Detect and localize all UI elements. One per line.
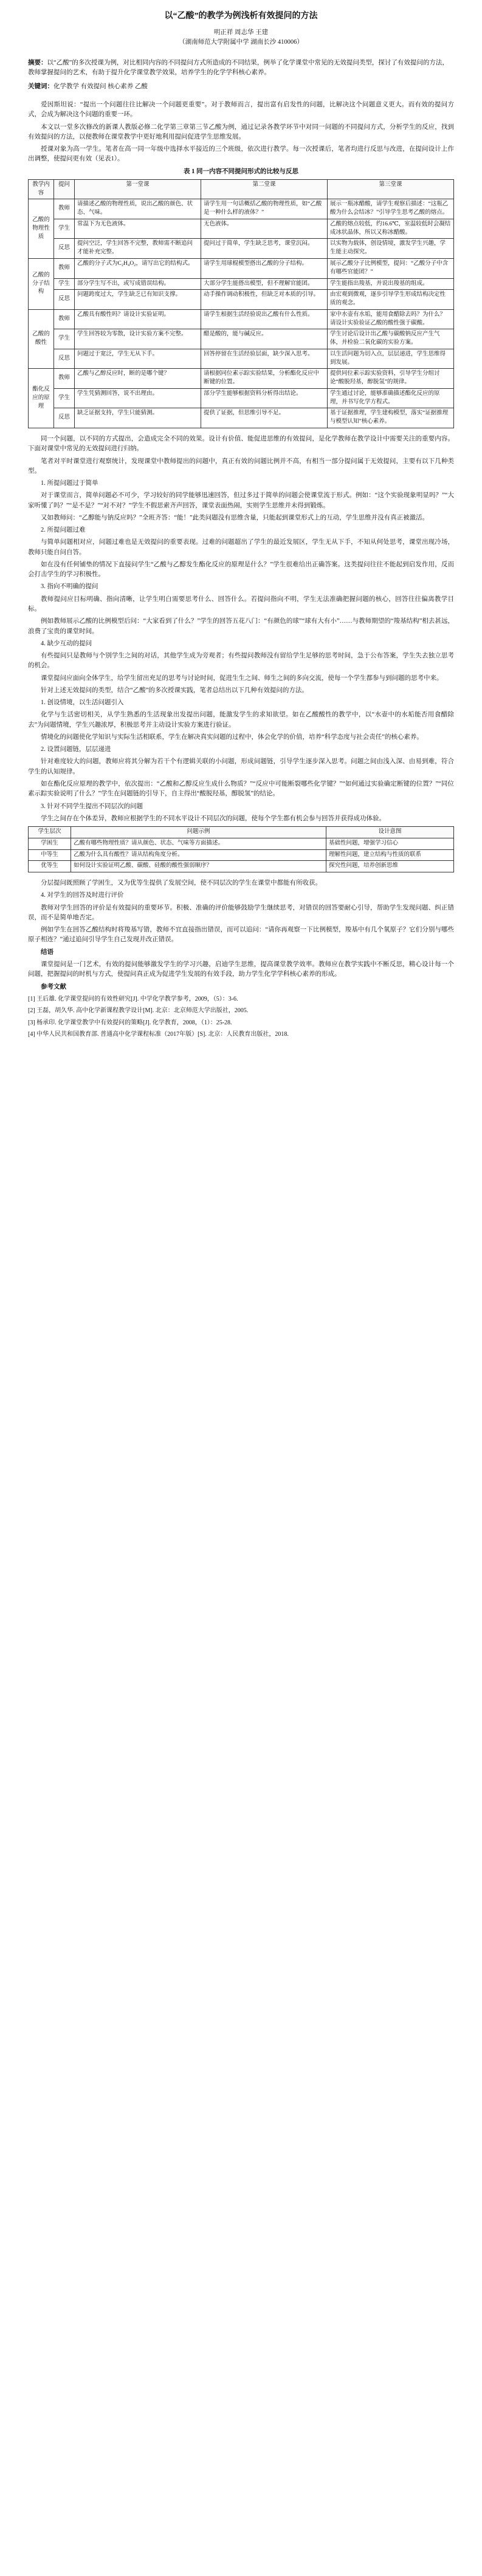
method-paragraph: 如在酯化反应原理的教学中，依次提出：“乙酸和乙醇反应生成什么物质？”“反应中可能断裂哪些化学键？”“如何通过实验确定断键的位置？”“同位素示踪实验说明了什么？”学生在问题链的引导下，自主得出“酸脱羟基，醇脱氢”的结论。	[28, 780, 454, 798]
analysis-paragraph: 同一个问题，以不同的方式提出，会造成完全不同的效果。设计有价值、能促进思维的有效提问，是化学教师在教学设计中需要关注的重要内容。下面对课堂中常见的无效提问进行归纳。	[28, 436, 454, 453]
method-heading: 1. 创设情境，以生活问题引入	[41, 699, 124, 707]
invalid-type-paragraph: 教师提问应目标明确、指向清晰，让学生明白需要思考什么、回答什么。若提问指向不明，学生无法准确把握问题的核心，回答往往偏离教学目标。	[28, 595, 454, 612]
table-row	[29, 278, 454, 290]
paper-affiliation: （湖南师范大学附属中学 湖南长沙 410006）	[179, 38, 303, 46]
paper-title: 以“乙酸”的教学为例浅析有效提问的方法	[164, 12, 318, 21]
invalid-type-paragraph: 课堂提问应面向全体学生，给学生留出充足的思考与讨论时间，促进生生之间、师生之间的多向交流，使每一个学生都参与到问题的思考中来。	[41, 674, 443, 682]
table-row	[29, 349, 454, 369]
table-cell: 乙酸为什么具有酸性？请从结构角度分析。	[71, 849, 326, 861]
table-role-cell: 学生	[54, 219, 75, 239]
table-role-cell: 反思	[54, 239, 75, 259]
table-cell: 乙酸的分子式为C₂H₄O₂，请写出它的结构式。	[75, 259, 201, 279]
table-cell: 中等生	[29, 849, 71, 861]
keywords	[28, 82, 454, 92]
table-role-cell: 学生	[54, 278, 75, 290]
table-role-cell: 反思	[54, 408, 75, 428]
table-cell: 展示乙酸分子比例模型，提问：“乙酸分子中含有哪些官能团？”	[328, 259, 454, 279]
table-row	[29, 861, 454, 872]
table-row	[29, 849, 454, 861]
table-cell: 以生活问题为切入点，层层递进，学生思维得到发展。	[328, 349, 454, 369]
table-cell: 请学生用一句话概括乙酸的物理性质，如“乙酸是一种什么样的液体？”	[201, 199, 328, 219]
table-topic-cell: 乙酸的分子结构	[29, 259, 54, 310]
table-cell: 乙酸具有酸性吗？请设计实验证明。	[75, 309, 201, 329]
table-cell: 常温下为无色液体。	[75, 219, 201, 239]
table2-header-cell: 问题示例	[71, 827, 326, 838]
analysis-paragraph: 笔者对平时课堂进行观察统计，发现课堂中教师提出的问题中，真正有效的问题比例并不高，有相当一部分提问属于无效提问，主要有以下几种类型。	[28, 457, 454, 474]
evaluation-section	[28, 903, 454, 945]
reference-item: [2] 王磊，胡久华. 高中化学新课程教学设计[M]. 北京：北京师范大学出版社，2005.	[28, 1007, 249, 1015]
table2-body	[29, 838, 454, 872]
table-cell: 家中水壶有水垢，能用食醋除去吗？为什么？请设计实验验证乙酸的酸性强于碳酸。	[328, 309, 454, 329]
table-role-cell: 教师	[54, 199, 75, 219]
table-cell: 动手操作调动积极性，但缺乏对本质的引导。	[201, 290, 328, 310]
table-row	[29, 219, 454, 239]
table-role-cell: 教师	[54, 309, 75, 329]
conclusion-section	[28, 960, 454, 980]
table-role-cell: 反思	[54, 290, 75, 310]
method-paragraph: 化学与生活密切相关，从学生熟悉的生活现象出发提出问题，能激发学生的求知欲望。如在乙酸酸性的教学中，以“水壶中的水垢能否用食醋除去”为问题情境，学生兴趣浓厚，积极思考并主动设计实验方案进行验证。	[28, 711, 454, 728]
table1-title: 表 1 同一内容不同提问形式的比较与反思	[184, 168, 298, 175]
table-role-cell: 教师	[54, 259, 75, 279]
method-4-heading: 4. 对学生的回答及时进行评价	[41, 892, 124, 899]
table-cell: 提供同位素示踪实验资料，引导学生分组讨论“酸脱羟基，醇脱氢”的规律。	[328, 369, 454, 389]
intro-paragraph: 本文以一堂多次修改的新课人教版必修二化学第三章第三节乙酸为例，通过记录各教学环节中对同一问题的不同提问方式，分析学生的反应，找到有效提问的方法，以便教师在课堂教学中更好地利用提问促进学生思维发展。	[28, 123, 454, 140]
table-cell: 请描述乙酸的物理性质，说出乙酸的颜色、状态、气味。	[75, 199, 201, 219]
keywords-label: 关键词：	[28, 83, 53, 90]
table-topic-cell: 乙酸的酸性	[29, 309, 54, 369]
table-role-cell: 学生	[54, 388, 75, 408]
table-row	[29, 329, 454, 349]
method-heading: 3. 针对不同学生提出不同层次的问题	[41, 803, 143, 810]
method-heading: 2. 设置问题链，层层递进	[41, 746, 111, 753]
table-cell: 学生回答较为零散，设计实验方案不完整。	[75, 329, 201, 349]
table-cell: 学生能指出羧基，并说出羧基的组成。	[328, 278, 454, 290]
table-cell: 如何设计实验证明乙酸、碳酸、硅酸的酸性强弱顺序？	[71, 861, 326, 872]
table1-header-cell: 提问	[54, 179, 75, 199]
table-row	[29, 388, 454, 408]
method-tail-text: 分层提问既照顾了学困生，又为优等生提供了发展空间，使不同层次的学生在课堂中都能有所收获。	[41, 880, 322, 887]
table-cell: 学生凭猜测回答，说不出理由。	[75, 388, 201, 408]
table-role-cell: 反思	[54, 349, 75, 369]
table-cell: 请学生用球棍模型搭出乙酸的分子结构。	[201, 259, 328, 279]
method-paragraph: 针对难度较大的问题，教师应将其分解为若干个有逻辑关联的小问题，形成问题链，引导学生逐步深入思考。问题之间由浅入深、由易到难，符合学生的认知规律。	[28, 758, 454, 775]
table-cell: 探究性问题，培养创新思维	[326, 861, 454, 872]
table1-header-cell: 第三堂课	[328, 179, 454, 199]
table1-header-cell: 教学内容	[29, 179, 54, 199]
table-row	[29, 838, 454, 849]
table-topic-cell: 乙酸的物理性质	[29, 199, 54, 259]
tiered-question-table	[28, 826, 454, 872]
table-cell: 提供了证据，但思维引导不足。	[201, 408, 328, 428]
table2-header-cell: 学生层次	[29, 827, 71, 838]
table-role-cell: 学生	[54, 329, 75, 349]
invalid-type-paragraph: 例如教师展示乙酸的比例模型后问：“大家看到了什么？”学生的回答五花八门：“有颜色的球”“球有大有小”……与教师期望的“羧基结构”相去甚远，浪费了宝贵的课堂时间。	[28, 618, 454, 635]
table-cell: 请根据同位素示踪实验结果，分析酯化反应中断键的位置。	[201, 369, 328, 389]
table1-body	[29, 199, 454, 428]
table-row	[29, 239, 454, 259]
intro-paragraph: 授课对象为高一学生。笔者在高一同一年级中选择水平接近的三个班级，依次进行教学。每一次授课后，笔者均进行反思与改进，在提问设计上作出调整，使提问更有效（见表1）。	[28, 146, 454, 163]
invalid-type-heading: 1. 所提问题过于简单	[41, 480, 98, 487]
invalid-type-heading: 2. 所提问题过难	[41, 527, 86, 534]
table-topic-cell: 酯化反应的原理	[29, 369, 54, 428]
conclusion-paragraph: 课堂提问是一门艺术，有效的提问能够激发学生的学习兴趣，启迪学生思维，提高课堂教学效率。教师应在教学实践中不断反思，精心设计每一个问题，把握提问的时机与方式，使提问真正成为促进学生发展的有效手段，助力学生化学学科核心素养的形成。	[28, 961, 454, 978]
paper-authors: 明正祥 周志华 王建	[213, 29, 269, 36]
intro-section	[28, 100, 454, 165]
invalid-types-section	[28, 479, 454, 683]
invalid-type-heading: 4. 缺少互动的提问	[41, 640, 92, 647]
table1-header-cell: 第一堂课	[75, 179, 201, 199]
table-cell: 由宏观到微观，逐步引导学生形成结构决定性质的观念。	[328, 290, 454, 310]
paper-page	[0, 0, 482, 1040]
table-row	[29, 259, 454, 279]
table-cell: 部分学生写不出，或写成错误结构。	[75, 278, 201, 290]
methods-section	[28, 698, 454, 824]
method-intro: 针对上述无效提问的类型，结合“乙酸”的多次授课实践，笔者总结出以下几种有效提问的方法。	[41, 687, 308, 694]
table-row	[29, 369, 454, 389]
table-cell: 乙酸的熔点较低，约16.6℃，室温较低时会凝结成冰状晶体，所以又称冰醋酸。	[328, 219, 454, 239]
table2-header-row	[29, 827, 454, 838]
references-list	[28, 995, 454, 1040]
abstract-text: 以“乙酸”的多次授课为例，对比相同内容的不同提问方式所造成的不同结果，例举了化学课堂中常见的无效提问类型，探讨了有效提问的方法，教师掌握提问的艺术，有助于提升化学课堂教学效果，培养学生的化学学科核心素养。	[28, 60, 449, 77]
table-cell: 提问空泛，学生回答不完整，教师需不断追问才能补充完整。	[75, 239, 201, 259]
abstract-label: 摘要：	[28, 60, 47, 67]
table1-header-cell: 第二堂课	[201, 179, 328, 199]
reference-item: [1] 王后雄. 化学课堂提问的有效性研究[J]. 中学化学教学参考，2009，（5）：3-6.	[28, 995, 238, 1002]
reference-item: [3] 杨承印. 化学课堂教学中有效提问的策略[J]. 化学教育，2008，（1）：25-28.	[28, 1019, 232, 1026]
table-cell: 问题跨度过大，学生缺乏已有知识支撑。	[75, 290, 201, 310]
invalid-type-paragraph: 与简单问题相对应，问题过难也是无效提问的重要表现。过难的问题超出了学生的最近发展区，学生无从下手，不知从何处思考，课堂出现冷场，教师只能自问自答。	[28, 539, 454, 556]
analysis-section	[28, 434, 454, 476]
intro-paragraph: 爱因斯坦说：“提出一个问题往往比解决一个问题更重要”。对于教师而言，提出富有启发性的问题，比解决这个问题意义更大。而有效的提问方式，会成为解决这个问题的重要一环。	[28, 101, 454, 118]
evaluation-paragraph: 教师对学生回答的评价是有效提问的重要环节。积极、准确的评价能够鼓励学生继续思考，对错误的回答要耐心引导，帮助学生发现问题、纠正错误，而不是简单地否定。	[28, 904, 454, 921]
abstract	[28, 58, 454, 78]
table-cell: 部分学生能够根据资料分析得出结论。	[201, 388, 328, 408]
table-cell: 优等生	[29, 861, 71, 872]
conclusion-heading: 结语	[41, 948, 53, 956]
table-cell: 请学生根据生活经验说出乙酸有什么性质。	[201, 309, 328, 329]
table-row	[29, 199, 454, 219]
table1-header-row	[29, 179, 454, 199]
invalid-type-paragraph: 如在没有任何铺垫的情况下直接问学生“乙酸与乙醇发生酯化反应的原理是什么？”学生很难给出正确答案。这类提问往往不能起到启发作用，反而会打击学生的学习积极性。	[28, 561, 454, 578]
table-cell: 回答停留在生活经验层面，缺少深入思考。	[201, 349, 328, 369]
invalid-type-paragraph: 又如教师问：“乙醇能与钠反应吗？”全班齐答：“能！”此类问题没有思维含量，只能起到课堂形式上的互动，学生思维并没有真正被激活。	[41, 514, 429, 521]
table-cell: 提问过于简单，学生缺乏思考，课堂沉闷。	[201, 239, 328, 259]
table-row	[29, 290, 454, 310]
table-cell: 乙酸有哪些物理性质？请从颜色、状态、气味等方面描述。	[71, 838, 326, 849]
table-cell: 展示一瓶冰醋酸，请学生观察后描述：“这瓶乙酸为什么会结冰？”引导学生思考乙酸的熔点。	[328, 199, 454, 219]
table-cell: 基础性问题，增强学习信心	[326, 838, 454, 849]
table-cell: 乙酸与乙醇反应时，断的是哪个键？	[75, 369, 201, 389]
invalid-type-heading: 3. 指向不明确的提问	[41, 583, 98, 591]
table-cell: 学生讨论后设计出乙酸与碳酸钠反应产生气体，并检验二氧化碳的实验方案。	[328, 329, 454, 349]
reference-item: [4] 中华人民共和国教育部. 普通高中化学课程标准（2017年版）[S]. 北京：人民教育出版社，2018.	[28, 1031, 289, 1038]
method-paragraph: 情境化的问题使化学知识与实际生活相联系，学生在解决真实问题的过程中，体会化学的价值，培养“科学态度与社会责任”的核心素养。	[41, 733, 423, 741]
table-cell: 问题过于宽泛，学生无从下手。	[75, 349, 201, 369]
table-cell: 醋是酸的，能与碱反应。	[201, 329, 328, 349]
table-cell: 缺乏证据支持，学生只能猜测。	[75, 408, 201, 428]
table-cell: 学生通过讨论，能够准确描述酯化反应的原理，并书写化学方程式。	[328, 388, 454, 408]
comparison-table	[28, 179, 454, 428]
table-row	[29, 408, 454, 428]
evaluation-paragraph: 例如学生在回答乙酸结构时将羧基写错，教师不宜直接指出错误，而可以追问：“请你再观察一下比例模型，羧基中有几个氧原子？它们分别与哪些原子相连？”通过追问引导学生自己发现并改正错误。	[28, 927, 454, 944]
table-cell: 学困生	[29, 838, 71, 849]
table-cell: 基于证据推理，学生建构模型，落实“证据推理与模型认知”核心素养。	[328, 408, 454, 428]
references-heading: 参考文献	[41, 983, 66, 990]
table2-header-cell: 设计意图	[326, 827, 454, 838]
table-cell: 以实物为载体，创设情境，激发学生兴趣，学生能主动探究。	[328, 239, 454, 259]
keywords-text: 化学教学 有效提问 核心素养 乙酸	[53, 83, 148, 90]
method-paragraph: 学生之间存在个体差异，教师应根据学生的不同水平设计不同层次的问题，使每个学生都有机会参与回答并获得成功体验。	[41, 815, 385, 822]
table-role-cell: 教师	[54, 369, 75, 389]
table-cell: 大部分学生能搭出模型，但不理解官能团。	[201, 278, 328, 290]
invalid-type-paragraph: 有些提问只是教师与个别学生之间的对话，其他学生成为旁观者；有些提问教师没有留给学生足够的思考时间，急于公布答案，学生失去独立思考的机会。	[28, 653, 454, 670]
table-row	[29, 309, 454, 329]
invalid-type-paragraph: 对于课堂而言，简单问题必不可少，学习较好的同学能够迅速回答，但过多过于简单的问题会使课堂流于形式。例如：“这个实验现象明显吗？”“大家听懂了吗？”“是不是？”“对不对？”学生不假思索齐声回答，课堂表面热闹，实则学生思维并未得到锻炼。	[28, 492, 454, 509]
table-cell: 无色液体。	[201, 219, 328, 239]
table-cell: 理解性问题，建立结构与性质的联系	[326, 849, 454, 861]
